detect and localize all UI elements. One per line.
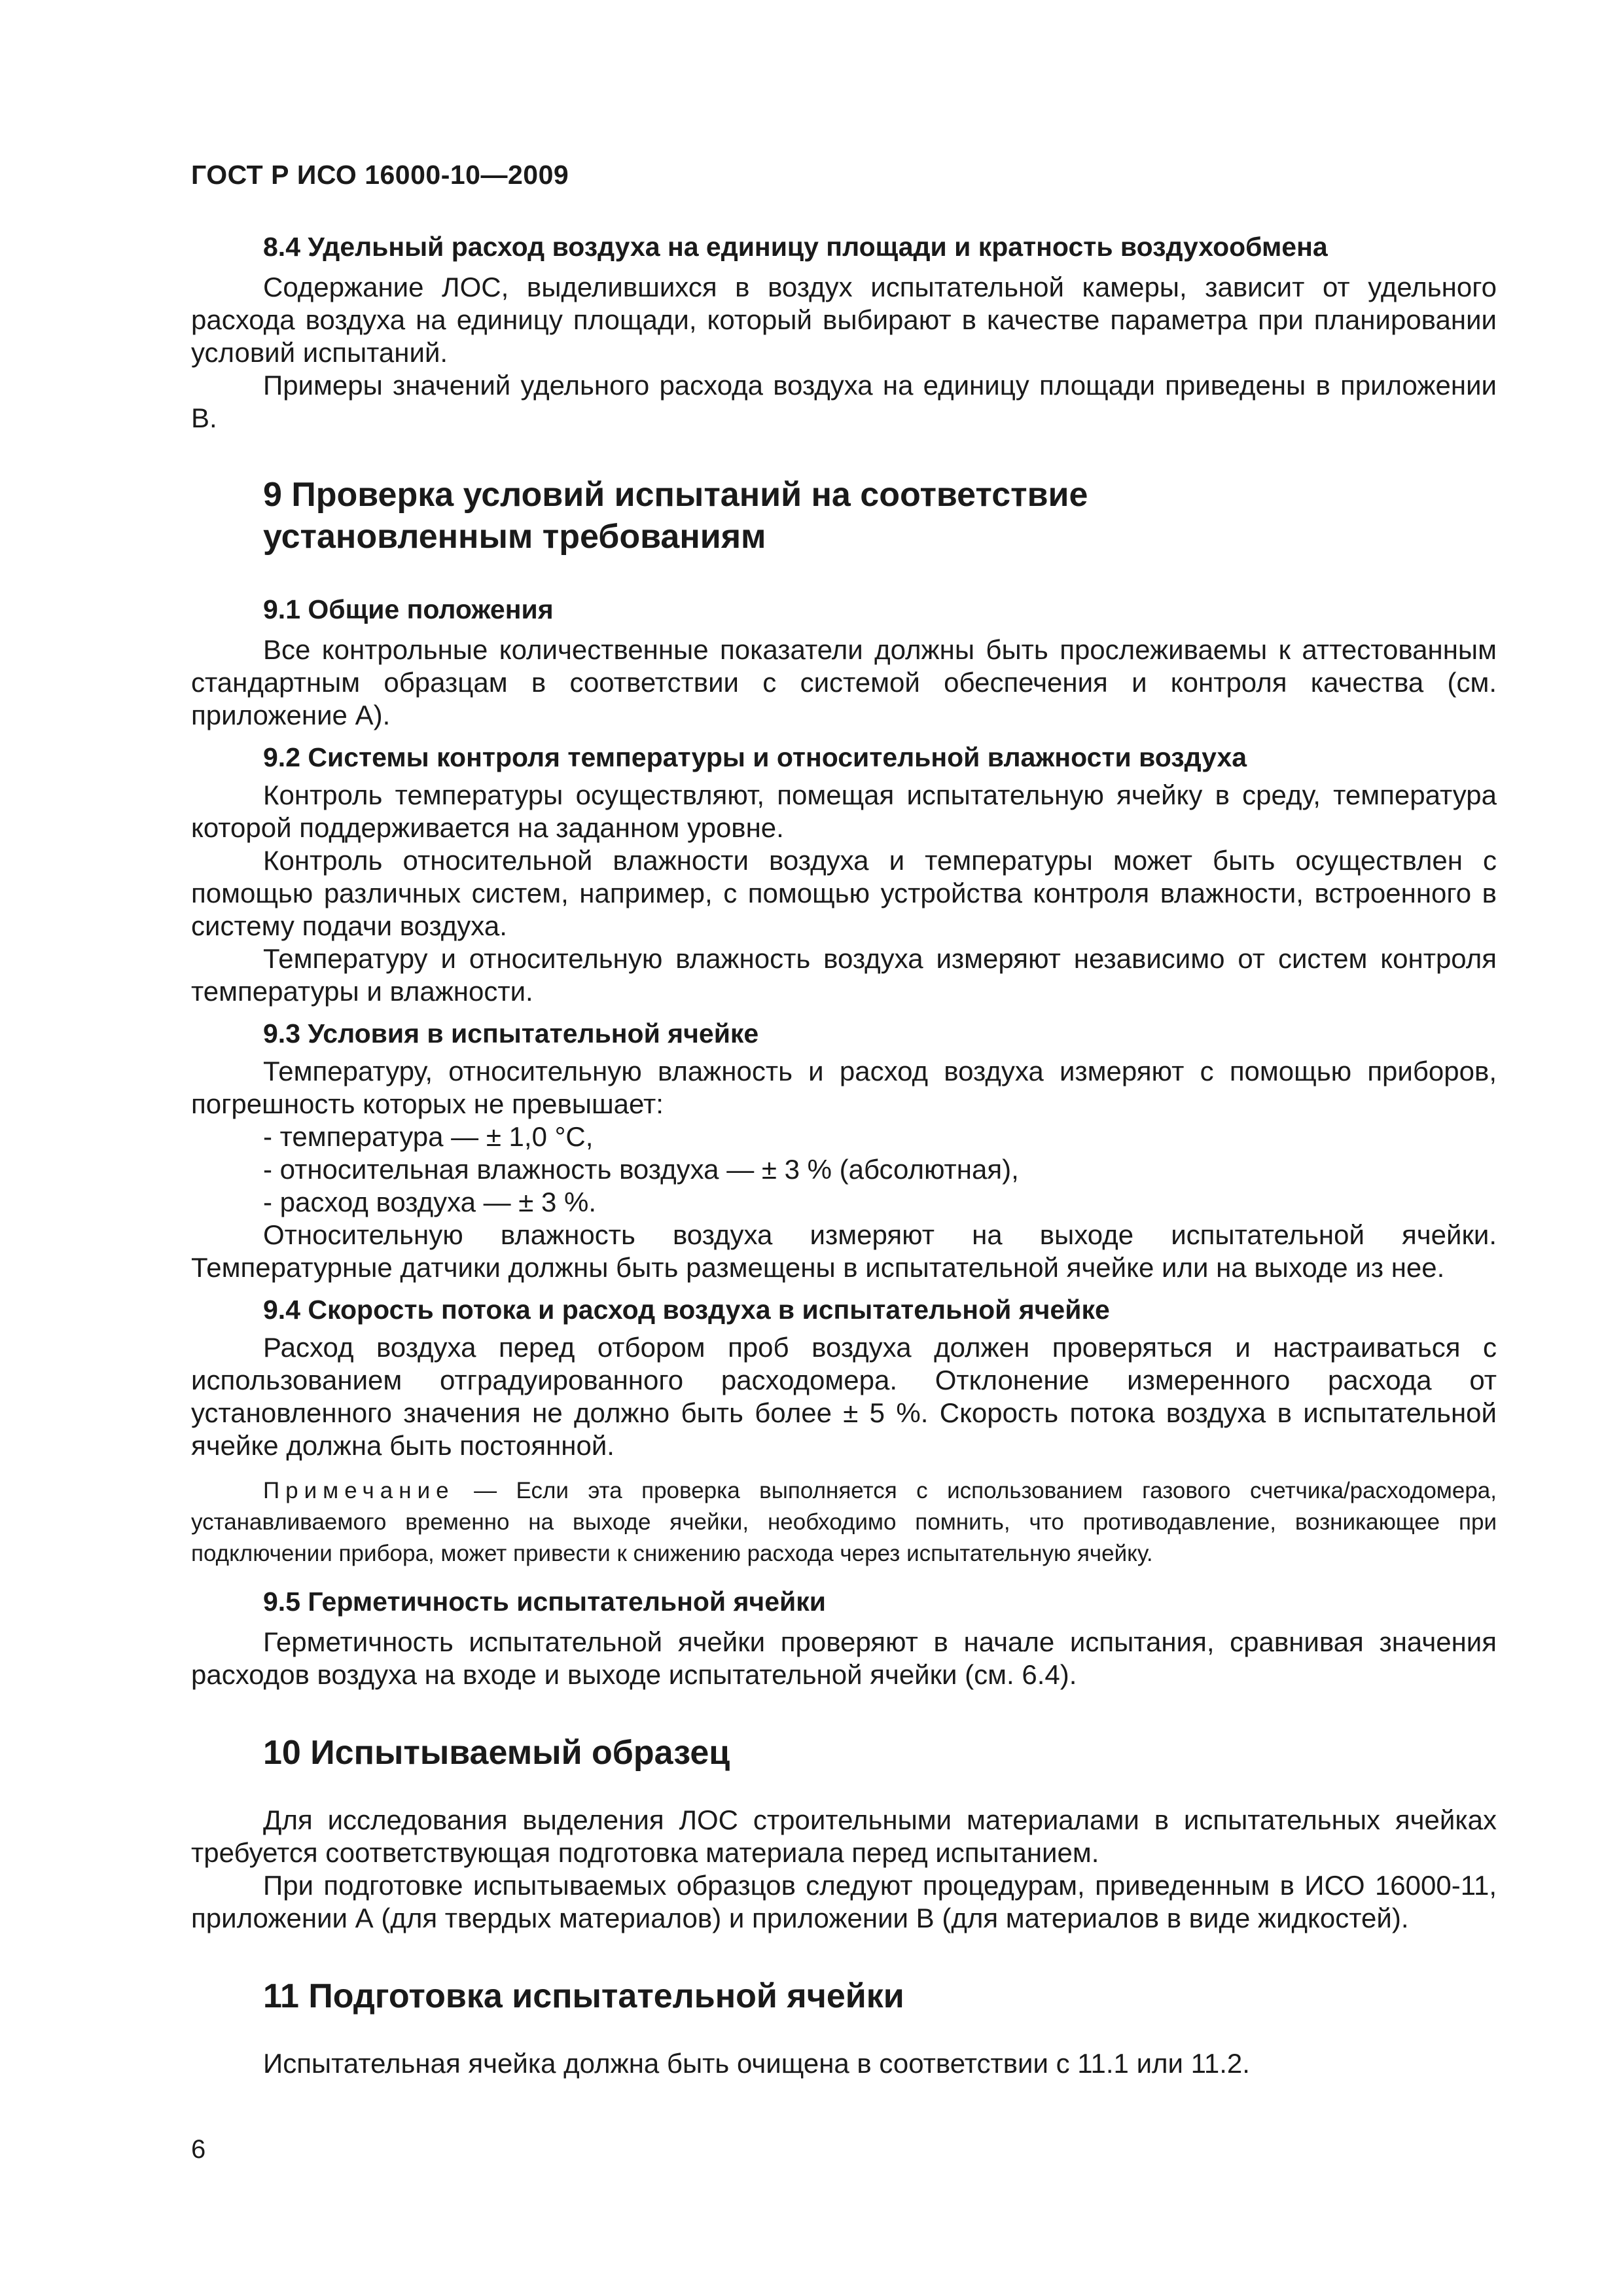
- page-number: 6: [191, 2135, 206, 2164]
- section-9-2-paragraph: Контроль относительной влажности воздуха и температуры может быть осуществлен с помощью различных систем, например, с помощью устройства контроля влажности, встроенного в систему подачи воздуха.: [191, 845, 1497, 941]
- note-label: Примечание: [263, 1478, 455, 1503]
- note-text: — Если эта проверка выполняется с использованием газового счетчика/расходомера, устанавливаемого временно на выходе ячейки, необходимо помнить, что противодавление, возникающее при подключении прибора, может привести к снижению расхода через испытательную ячейку.: [191, 1478, 1497, 1566]
- section-9-1-title: 9.1 Общие положения: [263, 594, 554, 624]
- section-11-paragraph: Испытательная ячейка должна быть очищена в соответствии с 11.1 или 11.2.: [263, 2048, 1250, 2079]
- section-9-4-paragraph: Расход воздуха перед отбором проб воздуха должен проверяться и настраиваться с использованием отградуированного расходомера. Отклонение измеренного расхода от установленного значения не должно быть более ± 5 %. Скорость потока воздуха в испытательной ячейке должна быть постоянной.: [191, 1332, 1497, 1461]
- list-item: - относительная влажность воздуха — ± 3 % (абсолютная),: [263, 1154, 1019, 1185]
- section-9-5-title: 9.5 Герметичность испытательной ячейки: [263, 1587, 826, 1617]
- section-11-title: 11 Подготовка испытательной ячейки: [263, 1977, 904, 2015]
- note: [191, 1475, 1497, 1570]
- section-10-paragraph: Для исследования выделения ЛОС строительными материалами в испытательных ячейках требуется соответствующая подготовка материала перед испытанием.: [191, 1804, 1497, 1868]
- list-item: - температура — ± 1,0 °С,: [263, 1121, 594, 1152]
- section-9-2-title: 9.2 Системы контроля температуры и относительной влажности воздуха: [263, 742, 1247, 772]
- section-8-4-title: 8.4 Удельный расход воздуха на единицу площади и кратность воздухообмена: [263, 232, 1328, 262]
- section-9-3-paragraph: Температуру, относительную влажность и расход воздуха измеряют с помощью приборов, погрешность которых не превышает:: [191, 1056, 1497, 1119]
- section-10-title: 10 Испытываемый образец: [263, 1734, 730, 1772]
- document-header: ГОСТ Р ИСО 16000-10—2009: [191, 160, 569, 190]
- section-9-2-paragraph: Температуру и относительную влажность воздуха измеряют независимо от систем контроля температуры и влажности.: [191, 943, 1497, 1007]
- section-8-4-paragraph: Содержание ЛОС, выделившихся в воздух испытательной камеры, зависит от удельного расхода воздуха на единицу площади, который выбирают в качестве параметра при планировании условий испытаний.: [191, 272, 1497, 368]
- document-body: [191, 229, 1497, 2080]
- section-9-5-paragraph: Герметичность испытательной ячейки проверяют в начале испытания, сравнивая значения расходов воздуха на входе и выходе испытательной ячейки (см. 6.4).: [191, 1626, 1497, 1690]
- section-9-title: 9 Проверка условий испытаний на соответствие установленным требованиям: [263, 476, 1088, 556]
- section-10-paragraph: При подготовке испытываемых образцов следуют процедурам, приведенным в ИСО 16000-11, приложении А (для твердых материалов) и приложении В (для материалов в виде жидкостей).: [191, 1870, 1497, 1933]
- section-8-4-paragraph: Примеры значений удельного расхода воздуха на единицу площади приведены в приложении В.: [191, 370, 1497, 433]
- section-9-4-title: 9.4 Скорость потока и расход воздуха в испытательной ячейке: [263, 1295, 1110, 1325]
- section-9-1-paragraph: Все контрольные количественные показатели должны быть прослеживаемы к аттестованным стандартным образцам в соответствии с системой обеспечения и контроля качества (см. приложение А).: [191, 634, 1497, 730]
- section-9-3-paragraph: Относительную влажность воздуха измеряют на выходе испытательной ячейки. Температурные датчики должны быть размещены в испытательной ячейке или на выходе из нее.: [191, 1219, 1497, 1283]
- list-item: - расход воздуха — ± 3 %.: [263, 1187, 597, 1217]
- section-9-3-title: 9.3 Условия в испытательной ячейке: [263, 1018, 759, 1049]
- section-9-2-paragraph: Контроль температуры осуществляют, помещая испытательную ячейку в среду, температура которой поддерживается на заданном уровне.: [191, 780, 1497, 843]
